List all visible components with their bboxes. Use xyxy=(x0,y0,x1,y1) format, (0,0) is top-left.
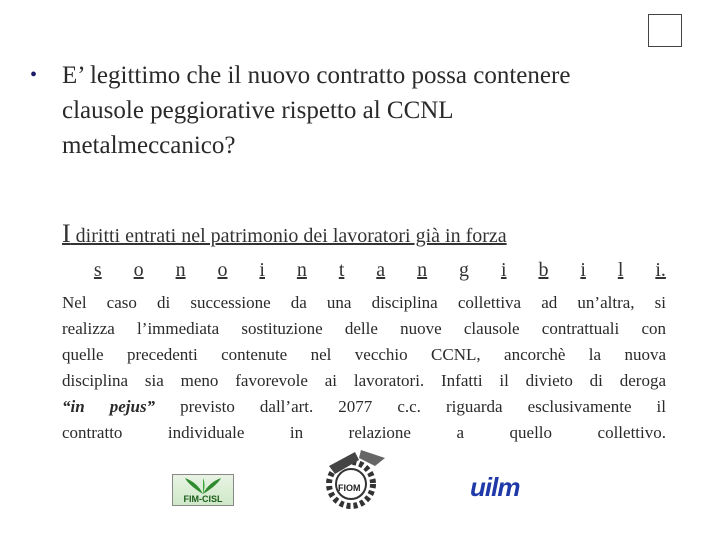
rights-text: diritti entrati nel patrimonio dei lavoratori già in forza xyxy=(70,225,507,247)
paragraph-line: realizza l’immediata sostituzione delle nuove clausole contrattuali con xyxy=(62,319,666,338)
question-text xyxy=(62,58,692,163)
spaced-letter: i xyxy=(580,259,586,281)
paragraph-line: quelle precedenti contenute nel vecchio CCNL, ancorchè la nuova xyxy=(62,345,666,364)
spaced-word xyxy=(62,256,666,284)
spaced-letter: l xyxy=(617,259,624,281)
spaced-letter: t xyxy=(338,259,345,281)
paragraph-line: disciplina sia meno favorevole ai lavoratori. Infatti il divieto di deroga xyxy=(62,371,666,390)
rights-first-letter: I xyxy=(62,219,71,248)
gear-icon xyxy=(315,446,393,510)
fim-cisl-logo xyxy=(172,474,234,506)
rights-heading xyxy=(62,220,666,250)
leaves-icon xyxy=(183,478,223,494)
spaced-letter: g xyxy=(459,259,470,281)
spaced-letter: n xyxy=(175,259,186,281)
fim-cisl-label: FIM-CISL xyxy=(183,494,223,504)
uilm-logo xyxy=(470,472,534,508)
bullet: • xyxy=(30,64,38,86)
spaced-letter: i xyxy=(259,259,265,281)
spaced-letter: a xyxy=(376,259,386,281)
question-line: E’ legittimo che il nuovo contratto possa contenere xyxy=(62,62,571,89)
uilm-label: uilm xyxy=(470,472,520,502)
paragraph-line: Nel caso di successione da una disciplina collettiva ad un’altra, si xyxy=(62,293,666,312)
spaced-letter: s xyxy=(93,259,102,281)
spaced-letter: o xyxy=(133,259,144,281)
corner-box xyxy=(648,14,682,47)
spaced-letter: i. xyxy=(655,259,666,281)
paragraph-line: “in pejus” previsto dall’art. 2077 c.c. riguarda esclusivamente il xyxy=(62,397,666,416)
spaced-letter: b xyxy=(538,259,549,281)
spaced-letter: n xyxy=(296,259,307,281)
explanation-paragraph xyxy=(62,290,666,446)
spaced-letter: i xyxy=(500,259,507,281)
paragraph-line: contratto individuale in relazione a quello collettivo. xyxy=(62,423,666,442)
question-line: metalmeccanico? xyxy=(62,132,236,159)
spaced-letter: n xyxy=(417,259,428,281)
fiom-label: FIOM xyxy=(338,483,361,493)
spaced-letter: o xyxy=(217,259,228,281)
question-line: clausole peggiorative rispetto al CCNL xyxy=(62,97,454,124)
fiom-logo xyxy=(315,446,393,510)
